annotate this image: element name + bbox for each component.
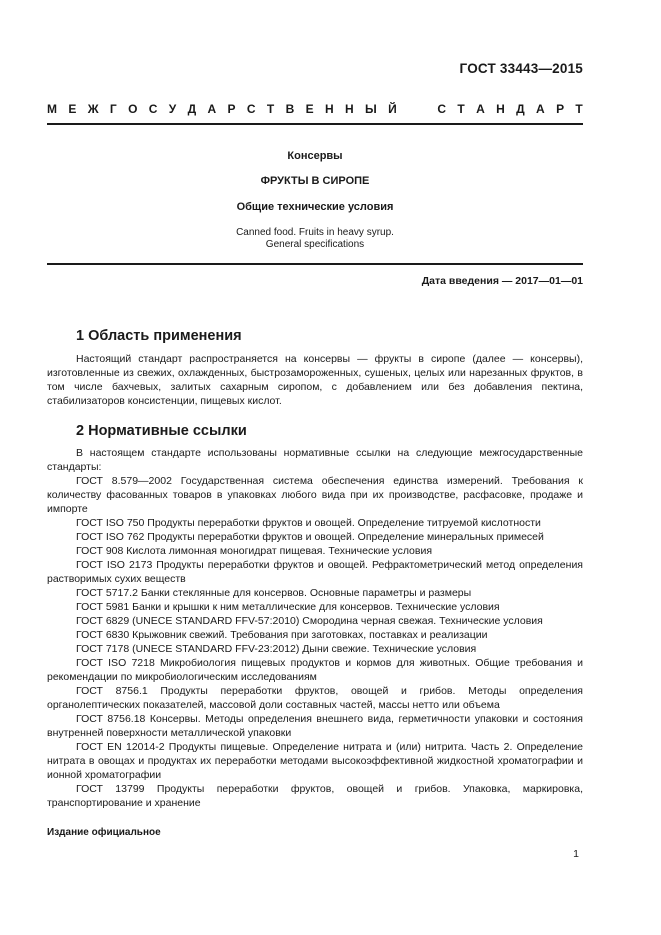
reference-item: ГОСТ EN 12014-2 Продукты пищевые. Определение нитрата и (или) нитрита. Часть 2. Определение нитрата в овощах и продуктах их переработки методами высокоэффективной жидкостной хроматографии и ионной хроматографии	[47, 741, 583, 781]
banner-letter: Ы	[364, 102, 377, 116]
banner-letter: Е	[305, 102, 314, 116]
banner-letter: Н	[324, 102, 334, 116]
banner-letter: Т	[575, 102, 583, 116]
reference-item: ГОСТ 5981 Банки и крышки к ним металлические для консервов. Технические условия	[76, 601, 500, 613]
banner-letter: Ж	[87, 102, 99, 116]
reference-item: ГОСТ ISO 2173 Продукты переработки фруктов и овощей. Рефрактометрический метод определения растворимых сухих веществ	[47, 559, 583, 585]
title-english	[47, 227, 583, 251]
title-main: ФРУКТЫ В СИРОПЕ	[260, 175, 370, 187]
banner-letter: Г	[109, 102, 117, 116]
reference-item: ГОСТ 8756.1 Продукты переработки фруктов, овощей и грибов. Методы определения органолептических показателей, массовой доли составных частей, массы нетто или объема	[47, 685, 583, 711]
reference-item: ГОСТ 8.579—2002 Государственная система обеспечения единства измерений. Требования к количеству фасованных товаров в упаковках любого вида при их производстве, расфасовке, продаже и импорте	[47, 475, 583, 515]
interstate-standard-banner	[47, 102, 583, 116]
reference-item: ГОСТ 7178 (UNECE STANDARD FFV-23:2012) Дыни свежие. Технические условия	[76, 643, 477, 655]
references-intro: В настоящем стандарте использованы нормативные ссылки на следующие межгосударственные стандарты:	[47, 447, 583, 473]
banner-letter: С	[148, 102, 158, 116]
header-rule	[47, 123, 583, 125]
reference-item: ГОСТ 5717.2 Банки стеклянные для консервов. Основные параметры и размеры	[76, 587, 472, 599]
document-code: ГОСТ 33443—2015	[459, 61, 583, 76]
section-2-heading: 2 Нормативные ссылки	[76, 423, 247, 439]
title-rule	[47, 263, 583, 265]
banner-letter: О	[128, 102, 138, 116]
banner-letter: Р	[227, 102, 236, 116]
title-category: Консервы	[287, 150, 343, 162]
banner-letter: Т	[266, 102, 275, 116]
title-english-line1: Canned food. Fruits in heavy syrup.	[236, 227, 394, 238]
reference-item: ГОСТ ISO 762 Продукты переработки фруктов и овощей. Определение минеральных примесей	[76, 531, 544, 543]
reference-item: ГОСТ 6830 Крыжовник свежий. Требования при заготовках, поставках и реализации	[76, 629, 488, 641]
banner-letter: А	[476, 102, 485, 116]
reference-item: ГОСТ 8756.18 Консервы. Методы определения внешнего вида, герметичности упаковки и состояния внутренней поверхности металлической упаковки	[47, 713, 583, 739]
banner-letter: Н	[496, 102, 505, 116]
banner-letter: Н	[344, 102, 354, 116]
banner-letter: Д	[187, 102, 197, 116]
reference-item: ГОСТ 13799 Продукты переработки фруктов, овощей и грибов. Упаковка, маркировка, транспортирование и хранение	[47, 783, 583, 809]
section-1-heading: 1 Область применения	[76, 328, 242, 344]
section-2-references	[47, 446, 583, 810]
banner-letter: С	[246, 102, 256, 116]
official-edition-label: Издание официальное	[47, 827, 161, 838]
banner-letter: С	[437, 102, 447, 116]
banner-letter: Е	[68, 102, 77, 116]
banner-letter	[408, 102, 411, 116]
banner-letter: Д	[516, 102, 525, 116]
banner-letter: У	[168, 102, 177, 116]
banner-letter: М	[47, 102, 57, 116]
page-number: 1	[573, 848, 579, 860]
reference-item: ГОСТ 6829 (UNECE STANDARD FFV-57:2010) Смородина черная свежая. Технические условия	[76, 615, 543, 627]
reference-item: ГОСТ ISO 750 Продукты переработки фруктов и овощей. Определение титруемой кислотности	[76, 517, 541, 529]
banner-letter: А	[207, 102, 217, 116]
section-1-paragraph: Настоящий стандарт распространяется на консервы — фрукты в сиропе (далее — консервы), изготовленные из свежих, охлажденных, быстрозамороженных, сушеных, целых или нарезанных фруктов, в том числе бахчевых, залитых сахарным сиропом, с добавлением или без добавления пектина, стабилизаторов консистенции, пищевых кислот.	[47, 353, 583, 407]
banner-letter: В	[285, 102, 295, 116]
banner-letter: А	[536, 102, 545, 116]
reference-item: ГОСТ ISO 7218 Микробиология пищевых продуктов и кормов для животных. Общие требования и рекомендации по микробиологическим исследованиям	[47, 657, 583, 683]
banner-letter: Й	[388, 102, 397, 116]
title-subtitle: Общие технические условия	[236, 201, 394, 213]
title-english-line2: General specifications	[265, 239, 365, 250]
introduction-date: Дата введения — 2017—01—01	[421, 275, 583, 287]
section-1-body	[47, 352, 583, 408]
reference-item: ГОСТ 908 Кислота лимонная моногидрат пищевая. Технические условия	[76, 545, 433, 557]
banner-letter: Т	[457, 102, 465, 116]
banner-letter: Р	[556, 102, 565, 116]
banner-letter	[423, 102, 426, 116]
